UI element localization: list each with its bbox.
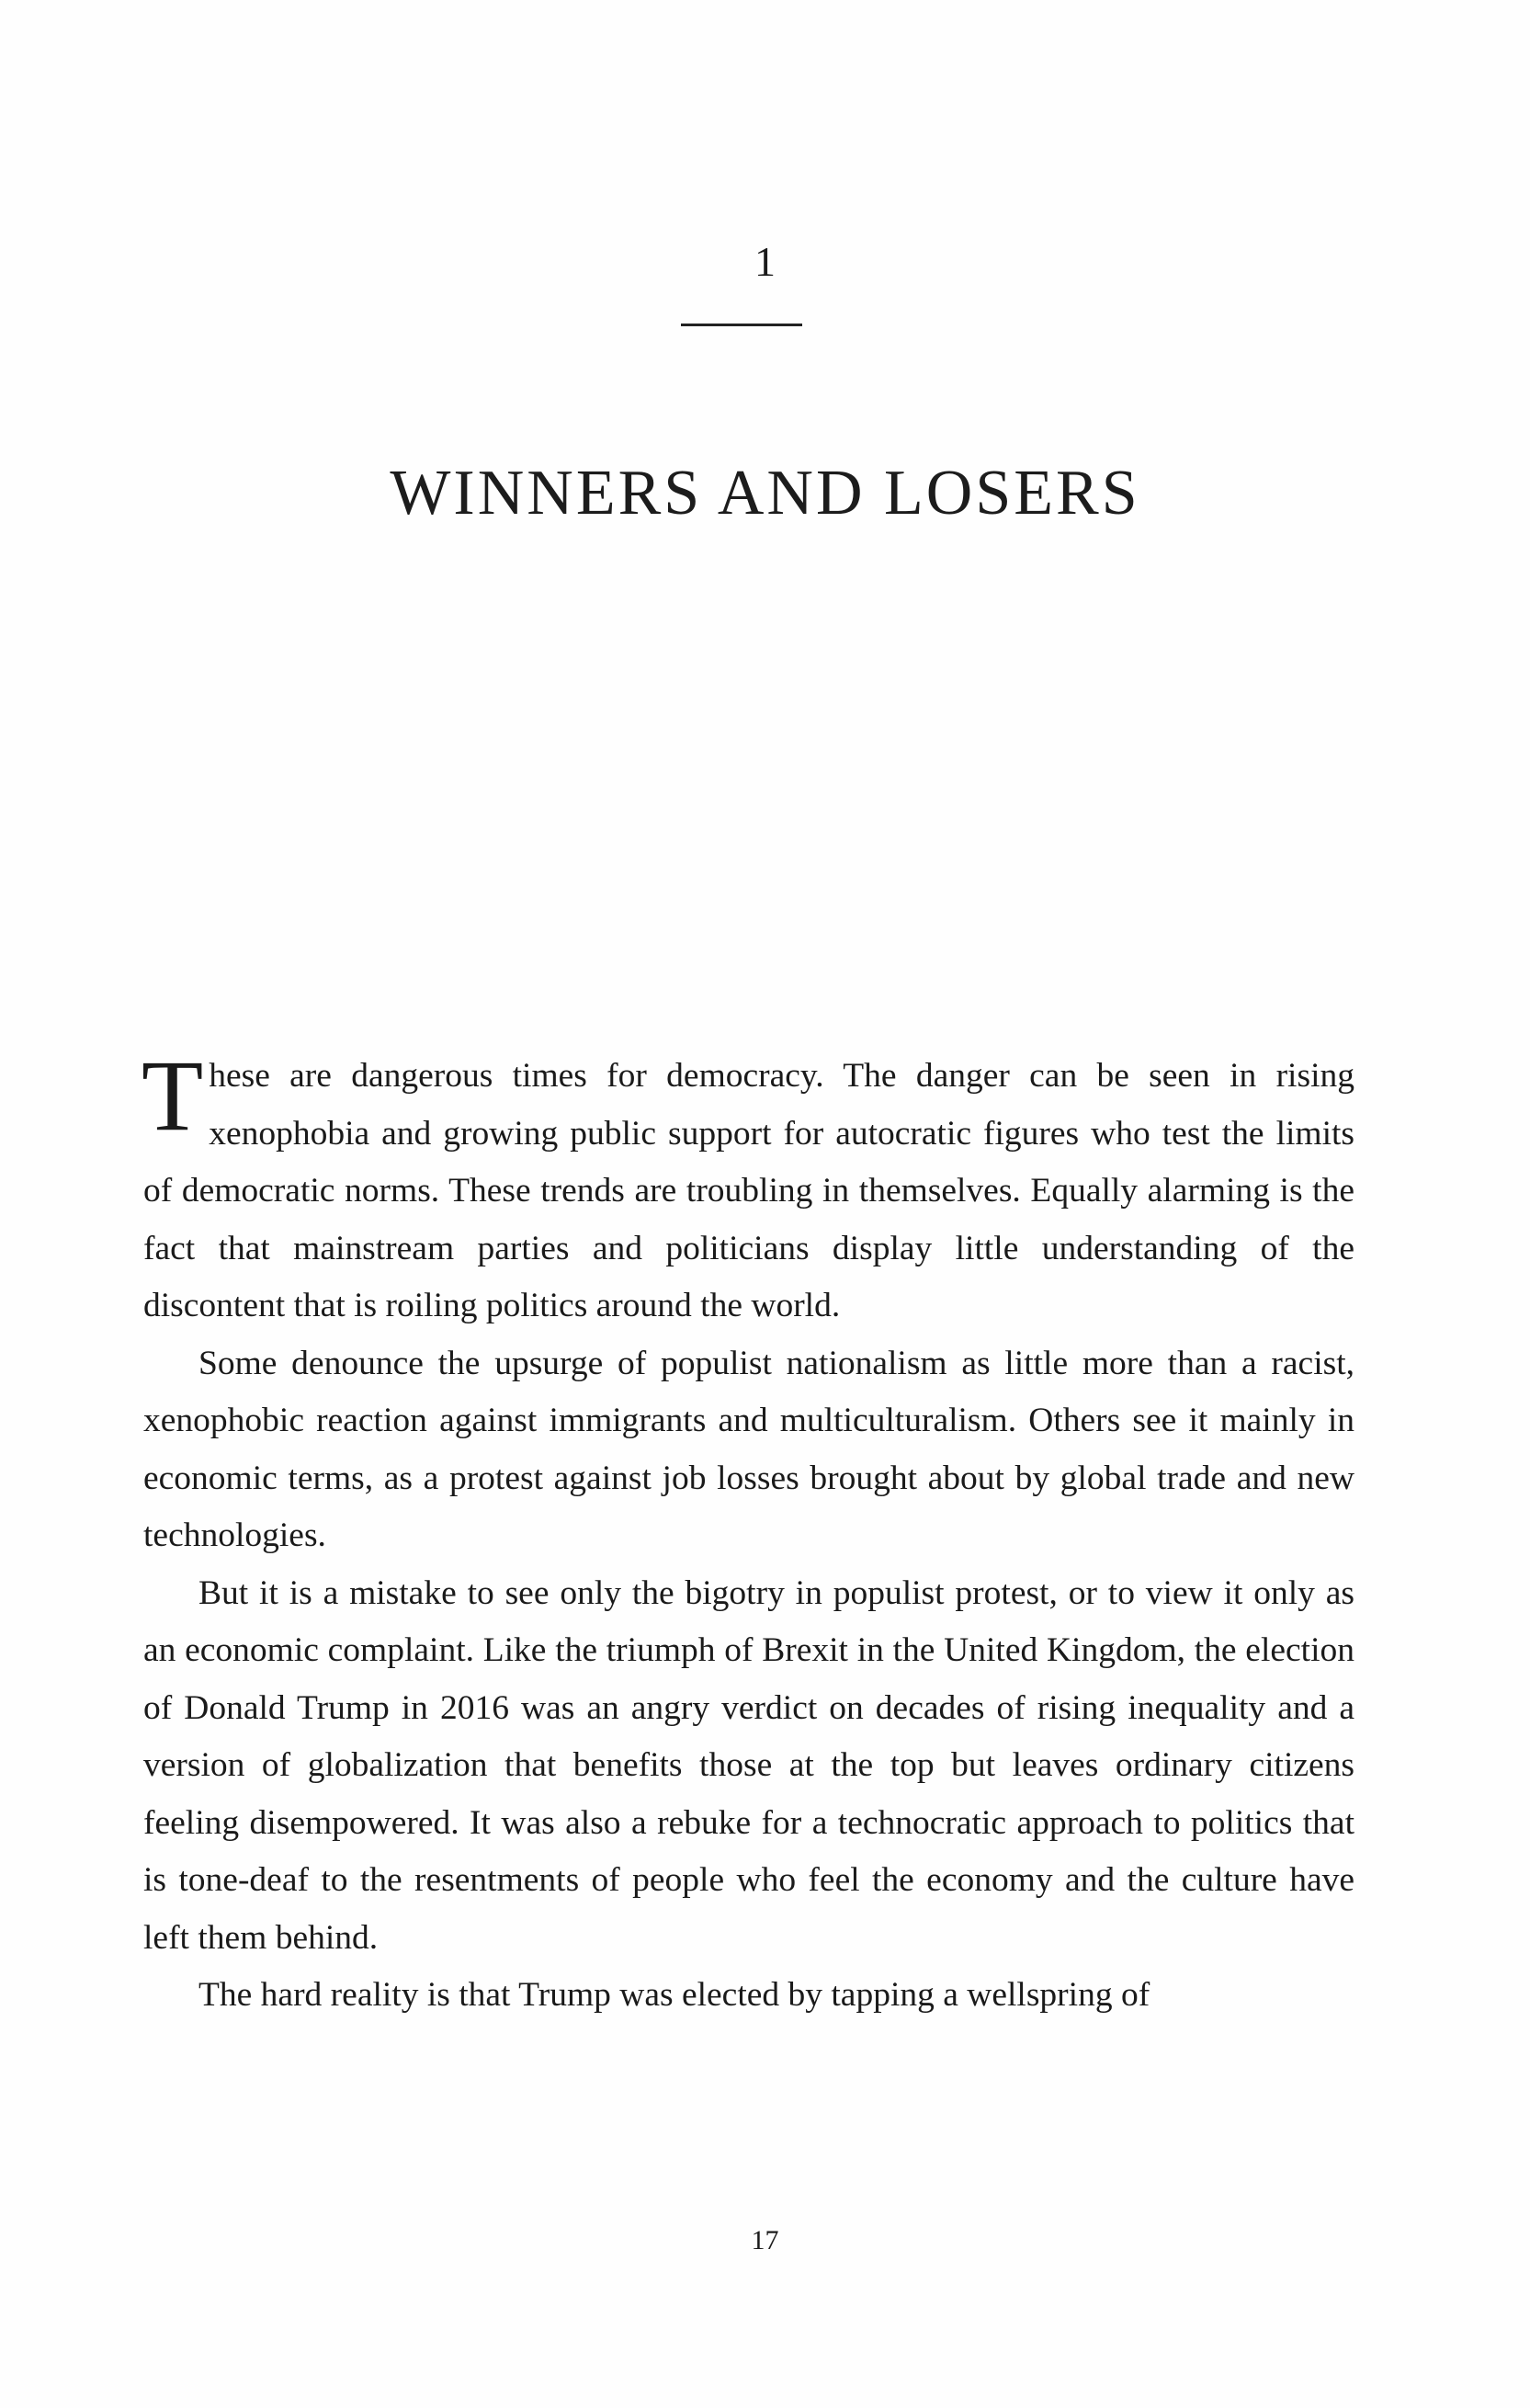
page-number: 17: [751, 2225, 779, 2255]
paragraph-4: The hard reality is that Trump was elected by tapping a wellspring of: [198, 1976, 1150, 2014]
chapter-body: [142, 1039, 1354, 2025]
drop-cap: T: [142, 1039, 204, 1152]
chapter-title: WINNERS AND LOSERS: [390, 458, 1140, 528]
paragraph-2: Some denounce the upsurge of populist nationalism as little more than a racist, xenophobic reaction against immigrants and multiculturalism. Others see it mainly in economic terms, as a protest against job losses brought about by global trade and new technologies.: [143, 1344, 1354, 1554]
chapter-number: 1: [754, 238, 776, 285]
paragraph-1-text: hese are dangerous times for democracy. The danger can be seen in rising xenophobia and growing public support for autocratic figures who test the limits of democratic norms. These trends are troubling in themselves. Equally alarming is the fact that mainstream parties and politicians display little understanding of the discontent that is roiling politics around the world.: [143, 1057, 1354, 1324]
paragraph-3: But it is a mistake to see only the bigotry in populist protest, or to view it only as an economic complaint. Like the triumph of Brexit in the United Kingdom, the election of Donald Trump in 2016 was an angry verdict on decades of rising inequality and a version of globalization that benefits those at the top but leaves ordinary citizens feeling disempowered. It was also a rebuke for a technocratic approach to politics that is tone-deaf to the resentments of people who feel the economy and the culture have left them behind.: [143, 1573, 1354, 1957]
chapter-divider-rule: [681, 324, 802, 326]
paragraph-1: [142, 1039, 1354, 1335]
